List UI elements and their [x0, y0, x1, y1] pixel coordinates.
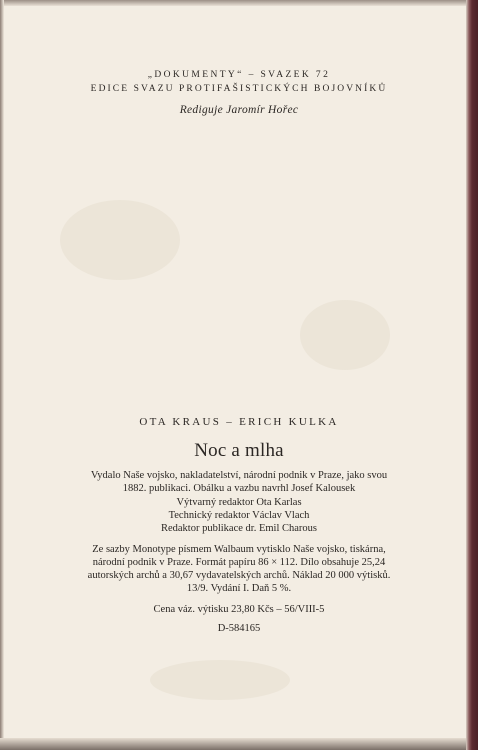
series-line: „DOKUMENTY“ – SVAZEK 72: [147, 70, 331, 80]
edition-line: EDICE SVAZU PROTIFAŠISTICKÝCH BOJOVNÍKŮ: [90, 84, 388, 94]
publication-line: Redaktor publikace dr. Emil Charous: [160, 523, 317, 534]
page-top-edge: [0, 0, 478, 6]
paper-stain: [150, 660, 290, 700]
printing-line: 13/9. Vydání I. Daň 5 %.: [186, 583, 292, 594]
book-title: Noc a mlha: [194, 440, 284, 461]
printing-line: autorských archů a 30,67 vydavatelských archů. Náklad 20 000 výtisků.: [87, 570, 391, 581]
editor-line: Rediguje Jaromír Hořec: [179, 104, 299, 116]
page-bottom-edge: [0, 738, 478, 750]
publication-line: Výtvarný redaktor Ota Karlas: [176, 497, 302, 508]
paper-stain: [300, 300, 390, 370]
publication-line: Vydalo Naše vojsko, nakladatelství, národní podnik v Praze, jako svou: [90, 470, 388, 481]
page-left-edge: [0, 0, 4, 750]
printing-line: Ze sazby Monotype písmem Walbaum vytisklo Naše vojsko, tiskárna,: [92, 544, 386, 555]
paper-stain: [60, 200, 180, 280]
publication-line: 1882. publikaci. Obálku a vazbu navrhl Josef Kalousek: [122, 483, 356, 494]
book-authors: OTA KRAUS – ERICH KULKA: [139, 416, 339, 428]
print-code: D-584165: [217, 623, 261, 634]
price-line: Cena váz. výtisku 23,80 Kčs – 56/VIII-5: [153, 604, 325, 615]
publication-line: Technický redaktor Václav Vlach: [168, 510, 310, 521]
printing-line: národní podnik v Praze. Formát papíru 86 × 112. Dílo obsahuje 25,24: [92, 557, 386, 568]
